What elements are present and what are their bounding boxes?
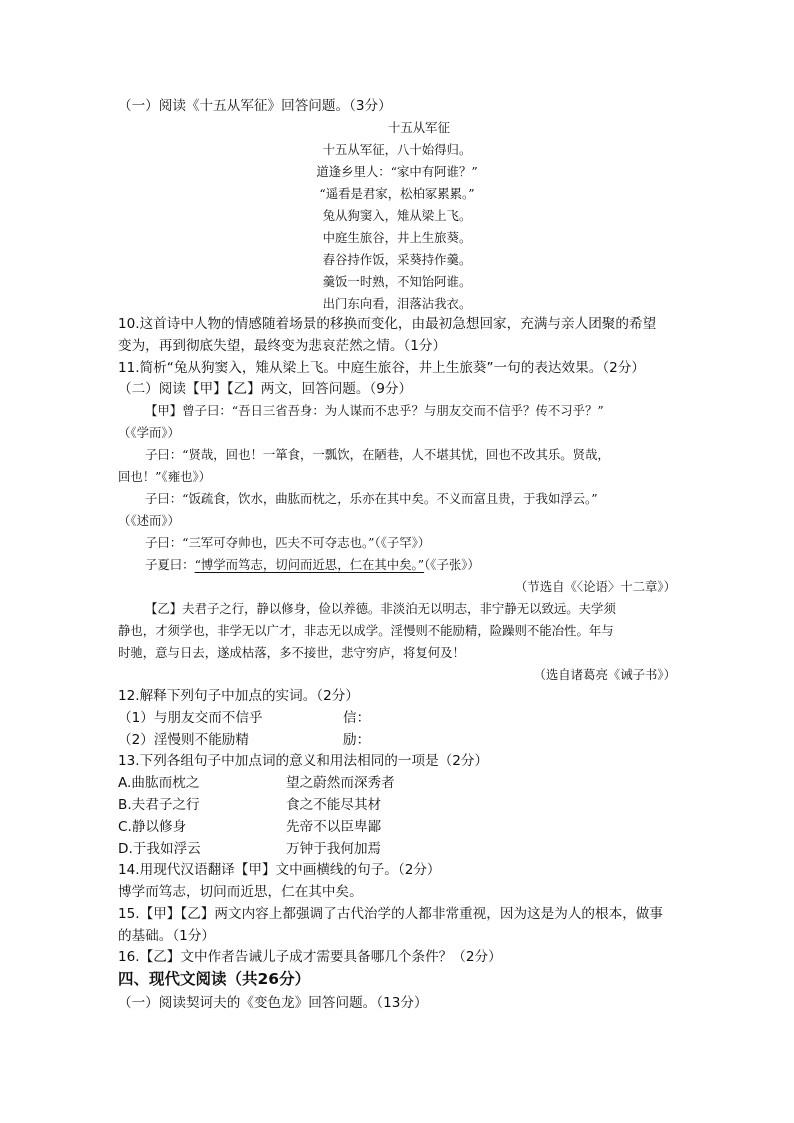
q12-item-1: （1）与朋友交而不信乎 (118, 710, 263, 726)
poem-line-3: “遥看是君家，松柏冢累累。” (319, 186, 475, 201)
q13-option-d-left: D.于我如浮云 (118, 841, 201, 857)
q13-option-a-right: 望之蔚然而深秀者 (286, 775, 395, 791)
section-1-intro: （一）阅读《十五从军征》回答问题。（3分） (118, 98, 392, 114)
q10-line-1: 10.这首诗中人物的情感随着场景的移换而变化，由最初急想回家，充满与亲人团聚的希望 (118, 316, 657, 332)
q13-option-d-right: 万钟于我何加焉 (286, 841, 382, 857)
underlined-sentence: “博学而笃志，切问而近思，仁在其中矣。” (194, 557, 425, 572)
yi-line-2: 静也，才须学也，非学无以广才，非志无以成学。淫慢则不能励精，险躁则不能冶性。年与 (118, 623, 614, 638)
jia-line-2: （《学而》） (118, 425, 180, 440)
jia-line-4: 回也！”《雍也》） (118, 469, 212, 484)
q12-item-2-blank: 励： (343, 732, 371, 748)
poem-title: 十五从军征 (388, 120, 450, 135)
q13-option-c-left: C.静以修身 (118, 819, 187, 835)
q11: 11.简析“兔从狗窦入，雉从梁上飞。中庭生旅谷，井上生旅葵”一句的表达效果。（2分） (118, 360, 645, 376)
q12-item-2: （2）淫慢则不能励精 (118, 732, 249, 748)
q13-option-b-right: 食之不能尽其材 (286, 797, 382, 813)
q14-sentence: 博学而笃志，切问而近思，仁在其中矣。 (118, 884, 363, 900)
poem-line-4: 兔从狗窦入，雉从梁上飞。 (322, 208, 472, 223)
jia-line-8 (145, 555, 480, 575)
jia-line-8-source: （《子张》） (424, 557, 480, 572)
jia-line-3: 子曰：“贤哉，回也！一箪食，一瓢饮，在陋巷，人不堪其忧，回也不改其乐。贤哉， (145, 447, 610, 462)
section-2-intro: （二）阅读【甲】【乙】两文，回答问题。（9分） (118, 381, 413, 397)
q15-line-1: 15.【甲】【乙】两文内容上都强调了古代治学的人都非常重视，因为这是为人的根本，做事 (118, 906, 663, 922)
poem-line-7: 羹饭一时熟，不知饴阿谁。 (322, 274, 472, 289)
poem-line-1: 十五从军征，八十始得归。 (322, 142, 472, 157)
q15-line-2: 的基础。（1分） (118, 928, 216, 944)
q12-item-1-blank: 信： (343, 710, 371, 726)
section-4-intro: （一）阅读契诃夫的《变色龙》回答问题。（13分） (118, 995, 428, 1011)
jia-line-7: 子曰：“三军可夺帅也，匹夫不可夺志也。”（《子罕》） (145, 535, 431, 550)
q10-line-2: 变为，再到彻底失望，最终变为悲哀茫然之情。（1分） (118, 338, 447, 354)
poem-line-2: 道逢乡里人：“家中有阿谁？” (316, 164, 478, 179)
jia-line-1: 【甲】曾子曰：“吾日三省吾身：为人谋而不忠乎？与朋友交而不信乎？传不习乎？” (145, 403, 604, 418)
jia-line-6: （《述而》） (118, 513, 180, 528)
section-4-heading: 四、现代文阅读（共26分） (118, 970, 311, 988)
q16: 16.【乙】文中作者告诫儿子成才需要具备哪几个条件？（2分） (118, 949, 502, 965)
poem-line-8: 出门东向看，泪落沾我衣。 (322, 296, 472, 311)
q12: 12.解释下列句子中加点的实词。（2分） (118, 688, 359, 704)
yi-citation: （选自诸葛亮《诫子书》） (533, 667, 676, 682)
poem-line-5: 中庭生旅谷，井上生旅葵。 (322, 230, 472, 245)
jia-citation: （节选自《〈论语〉十二章》） (514, 579, 676, 594)
q13-option-a-left: A.曲肱而枕之 (118, 775, 200, 791)
poem-line-6: 舂谷持作饭，采葵持作羹。 (322, 252, 472, 267)
jia-line-8-speaker: 子夏曰： (145, 557, 195, 572)
yi-line-1: 【乙】夫君子之行，静以修身，俭以养德。非淡泊无以明志，非宁静无以致远。夫学须 (145, 601, 616, 616)
q13-option-c-right: 先帝不以臣卑鄙 (286, 819, 382, 835)
q14: 14.用现代汉语翻译【甲】文中画横线的句子。（2分） (118, 862, 441, 878)
yi-line-3: 时驰，意与日去，遂成枯落，多不接世，悲守穷庐，将复何及！ (118, 645, 465, 660)
q13-option-b-left: B.夫君子之行 (118, 797, 200, 813)
q13: 13.下列各组句子中加点词的意义和用法相同的一项是（2分） (118, 753, 489, 769)
jia-line-5: 子曰：“饭疏食，饮水，曲肱而枕之，乐亦在其中矣。不义而富且贵，于我如浮云。” (145, 491, 598, 506)
